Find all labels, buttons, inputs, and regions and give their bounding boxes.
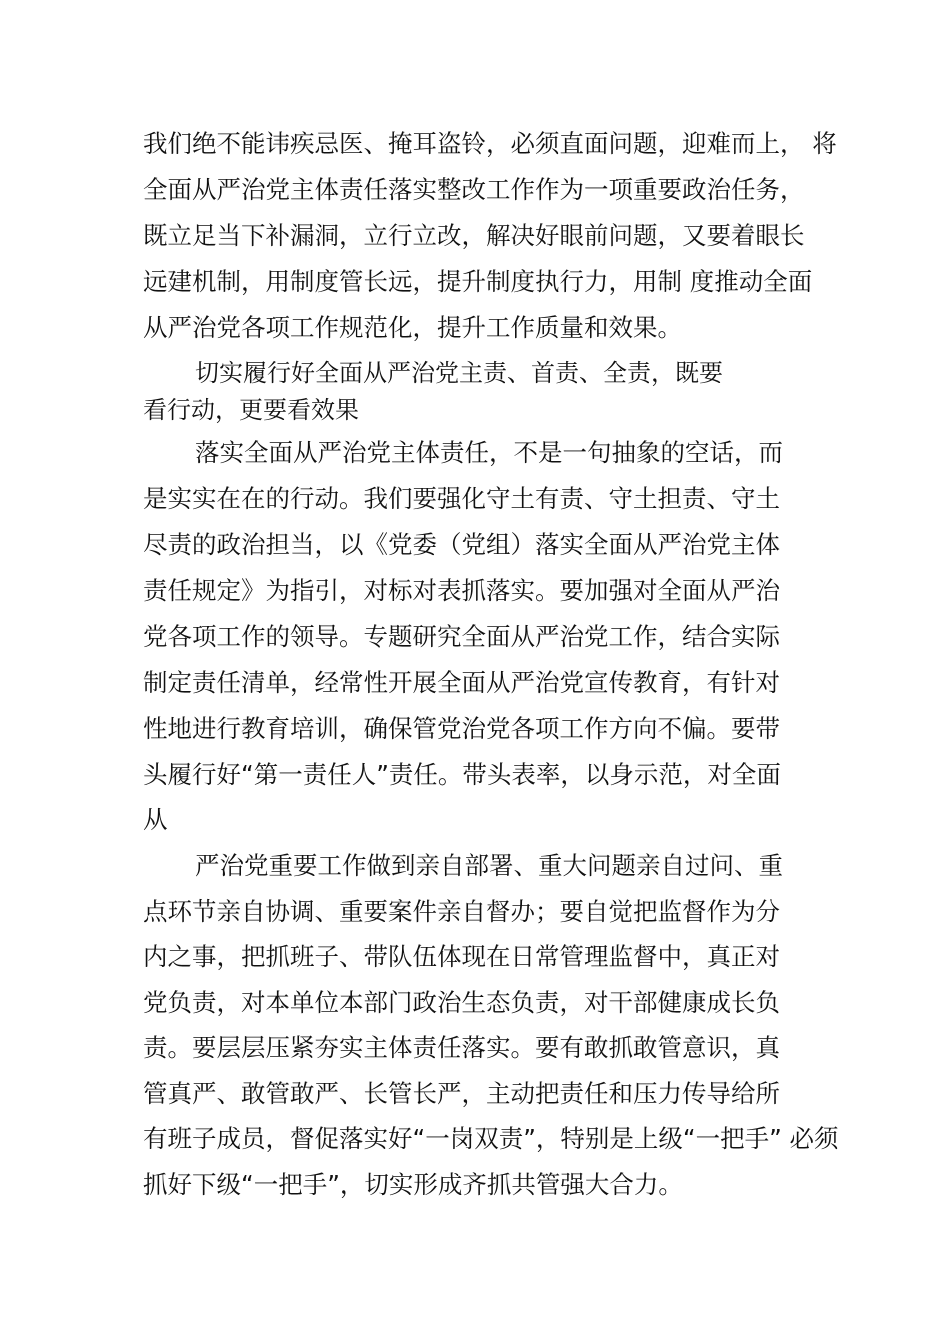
paragraph-3-line-3: 内之事，把抓班子、带队伍体现在日常管理监督中，真正对	[143, 942, 780, 971]
paragraph-3-line-6: 管真严、敢管敢严、长管长严，主动把责任和压力传导给所	[143, 1079, 780, 1108]
paragraph-2-line-9: 从	[143, 805, 168, 834]
paragraph-3-line-7: 有班子成员，督促落实好“一岗双责”，特别是上级“一把手” 必须	[143, 1124, 839, 1153]
paragraph-3-line-5: 责。要层层压紧夯实主体责任落实。要有敢抓敢管意识，真	[143, 1033, 780, 1062]
section-heading-line-2: 看行动，更要看效果	[143, 396, 359, 424]
paragraph-1-line-1: 我们绝不能讳疾忌医、掩耳盗铃，必须直面问题，迎难而上， 将	[143, 129, 837, 158]
paragraph-3-line-1: 严治党重要工作做到亲自部署、重大问题亲自过问、重	[195, 851, 783, 880]
paragraph-1-line-4: 远建机制，用制度管长远，提升制度执行力，用制 度推动全面	[143, 267, 813, 296]
paragraph-1-line-3: 既立足当下补漏洞，立行立改，解决好眼前问题，又要着眼长	[143, 221, 805, 250]
paragraph-2-line-2: 是实实在在的行动。我们要强化守土有责、守土担责、守土	[143, 484, 780, 513]
paragraph-1-line-5: 从严治党各项工作规范化，提升工作质量和效果。	[143, 313, 682, 342]
paragraph-3-line-2: 点环节亲自协调、重要案件亲自督办；要自觉把监督作为分	[143, 897, 780, 926]
paragraph-2-line-6: 制定责任清单，经常性开展全面从严治党宣传教育，有针对	[143, 668, 780, 697]
paragraph-2-line-8: 头履行好“第一责任人”责任。带头表率，以身示范，对全面	[143, 760, 781, 789]
paragraph-1-line-2: 全面从严治党主体责任落实整改工作作为一项重要政治任务，	[143, 175, 805, 204]
paragraph-2-line-5: 党各项工作的领导。专题研究全面从严治党工作，结合实际	[143, 622, 780, 651]
paragraph-2-line-1: 落实全面从严治党主体责任，不是一句抽象的空话，而	[195, 438, 783, 467]
section-heading-line-1: 切实履行好全面从严治党主责、首责、全责，既要	[195, 359, 723, 387]
paragraph-3-line-4: 党负责，对本单位本部门政治生态负责，对干部健康成长负	[143, 988, 780, 1017]
paragraph-3-line-8: 抓好下级“一把手”，切实形成齐抓共管强大合力。	[143, 1170, 683, 1199]
paragraph-2-line-4: 责任规定》为指引，对标对表抓落实。要加强对全面从严治	[143, 576, 780, 605]
paragraph-2-line-7: 性地进行教育培训，确保管党治党各项工作方向不偏。要带	[143, 714, 780, 743]
paragraph-2-line-3: 尽责的政治担当，以《党委（党组）落实全面从严治党主体	[143, 530, 780, 559]
